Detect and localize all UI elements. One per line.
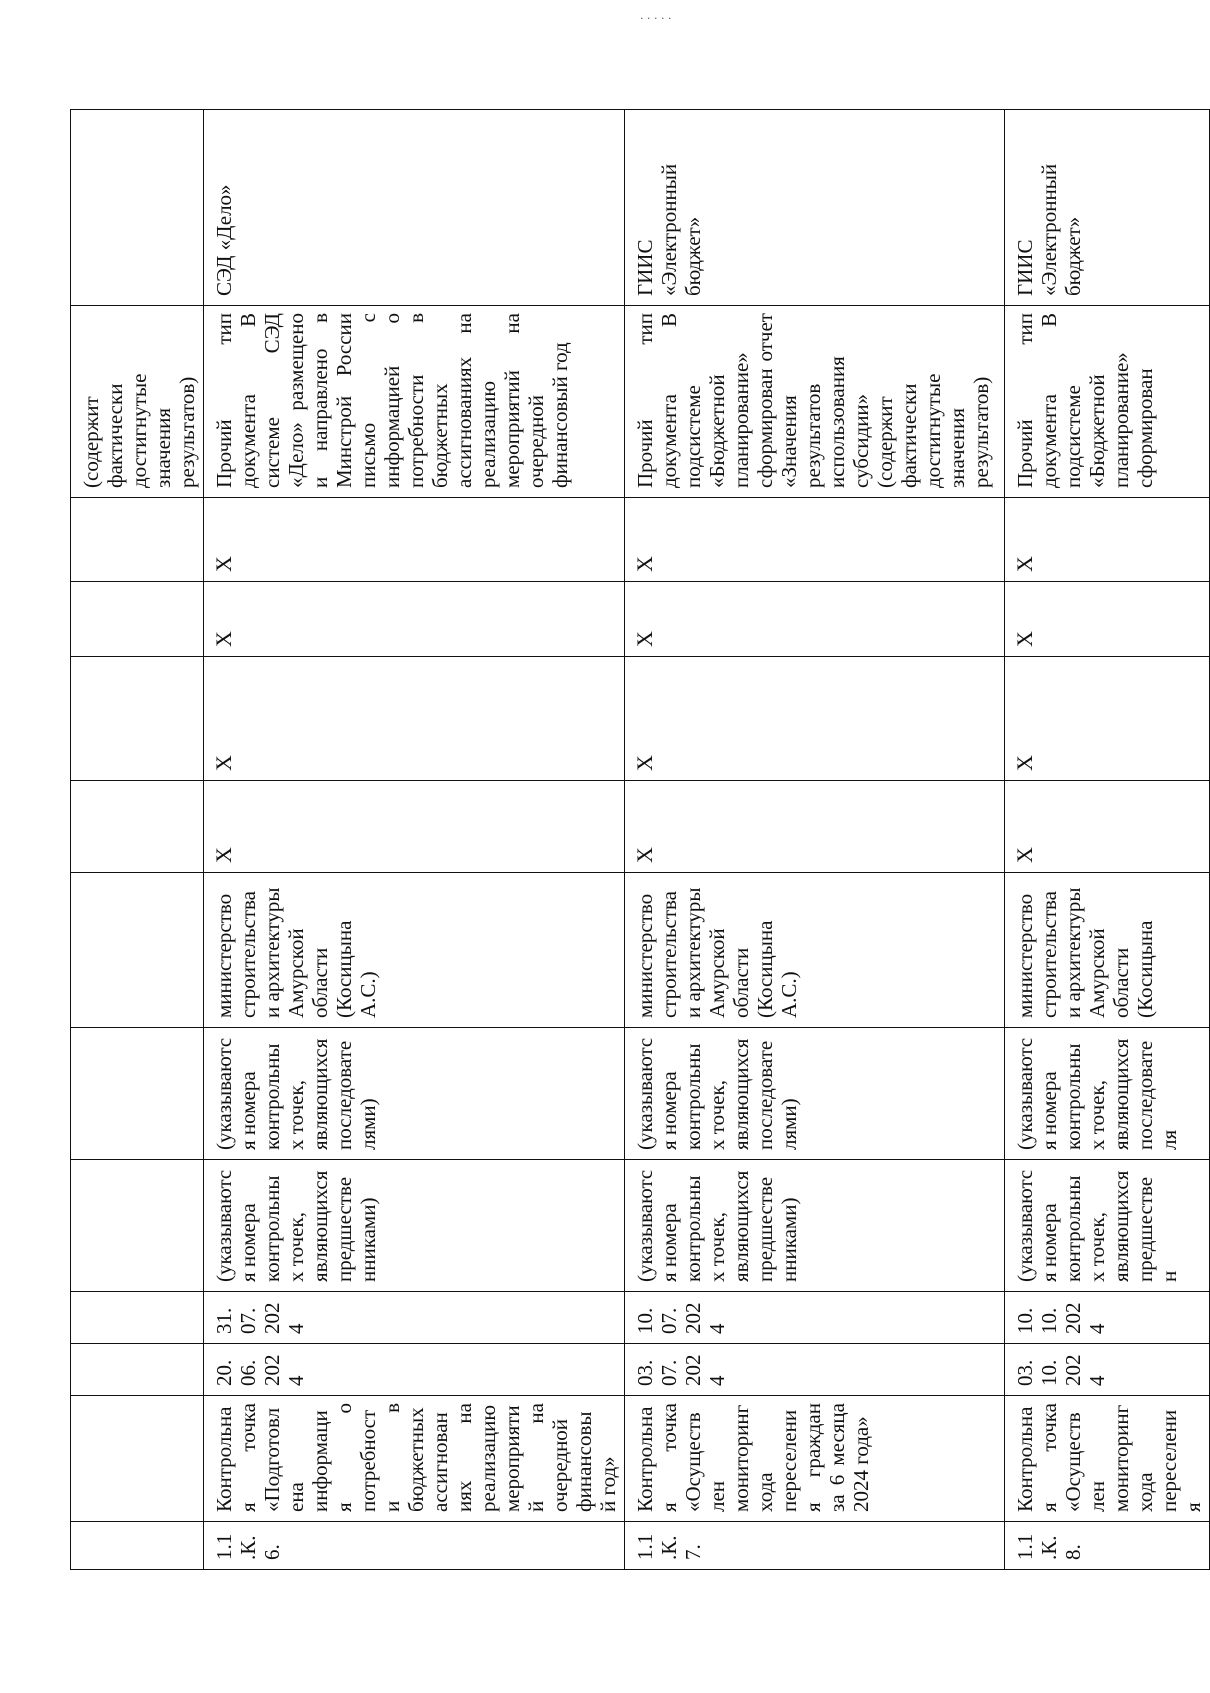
cell-num — [71, 1522, 204, 1570]
cell-num: 1.1.К.8. — [1005, 1522, 1210, 1570]
cell-end: 31.07.2024 — [204, 1292, 625, 1344]
cell-start: 03.10.2024 — [1005, 1344, 1210, 1396]
cell-end — [71, 1292, 204, 1344]
cell-mark: X — [625, 781, 1005, 873]
cell-system: ГИИС «Электронный бюджет» — [625, 110, 1005, 306]
cell-mark — [71, 657, 204, 781]
cell-num: 1.1.К.6. — [204, 1522, 625, 1570]
cell-mark — [71, 498, 204, 582]
cell-system: ГИИС «Электронный бюджет» — [1005, 110, 1210, 306]
cell-system — [71, 110, 204, 306]
rotated-document-page — [70, 110, 1205, 1570]
cell-name: Контрольная точка «Осуществлен мониторинг хода переселения граждан за 6 месяца 2024 года» — [625, 1396, 1005, 1522]
cell-doc: Прочий тип документа В подсистеме «Бюджетной планирование» сформирован отчет «Значения результатов использования субсидии» (содержит фактически достигнутые значения результатов) — [625, 306, 1005, 498]
cell-predecessors: (указываются номера контрольных точек, являющихся предшествен — [1005, 1160, 1210, 1292]
table-row — [71, 110, 204, 1570]
cell-name — [71, 1396, 204, 1522]
cell-name: Контрольная точка «Осуществлен мониторинг хода переселения — [1005, 1396, 1210, 1522]
table-row — [625, 110, 1005, 1570]
cell-successors: (указываются номера контрольных точек, являющихся последователя — [1005, 1028, 1210, 1160]
cell-doc: Прочий тип документа В системе СЭД «Дело» размещено и направлено в Минстрой России письмо с информацией о потребности в бюджетных ассигнованиях на реализацию мероприятий на очередной финансовый год — [204, 306, 625, 498]
cell-doc: Прочий тип документа В подсистеме «Бюджетной планирование» сформирован — [1005, 306, 1210, 498]
cell-mark: X — [625, 498, 1005, 582]
cell-start: 20.06.2024 — [204, 1344, 625, 1396]
cell-mark: X — [204, 498, 625, 582]
cell-end: 10.07.2024 — [625, 1292, 1005, 1344]
cell-responsible: министерство строительства и архитектуры Амурской области (Косицына А.С.) — [625, 873, 1005, 1028]
cell-responsible: министерство строительства и архитектуры Амурской области (Косицына А.С.) — [204, 873, 625, 1028]
cell-mark: X — [1005, 781, 1210, 873]
scan-artifact: · · · · · — [640, 12, 672, 25]
cell-mark — [71, 582, 204, 657]
cell-responsible: министерство строительства и архитектуры Амурской области (Косицына — [1005, 873, 1210, 1028]
cell-num: 1.1.К.7. — [625, 1522, 1005, 1570]
cell-responsible — [71, 873, 204, 1028]
cell-successors: (указываются номера контрольных точек, являющихся последователями) — [625, 1028, 1005, 1160]
cell-mark — [71, 781, 204, 873]
cell-predecessors — [71, 1160, 204, 1292]
cell-mark: X — [1005, 498, 1210, 582]
cell-mark: X — [625, 582, 1005, 657]
cell-mark: X — [204, 781, 625, 873]
cell-predecessors: (указываются номера контрольных точек, являющихся предшественниками) — [625, 1160, 1005, 1292]
cell-mark: X — [1005, 582, 1210, 657]
cell-mark: X — [1005, 657, 1210, 781]
cell-start: 03.07.2024 — [625, 1344, 1005, 1396]
cell-name: Контрольная точка «Подготовлена информация о потребности в бюджетных ассигнованиях на реализацию мероприятий на очередной финансовый год» — [204, 1396, 625, 1522]
cell-mark: X — [625, 657, 1005, 781]
cell-start — [71, 1344, 204, 1396]
table-row — [1005, 110, 1210, 1570]
table-row — [204, 110, 625, 1570]
cell-successors — [71, 1028, 204, 1160]
cell-mark: X — [204, 582, 625, 657]
cell-predecessors: (указываются номера контрольных точек, являющихся предшественниками) — [204, 1160, 625, 1292]
cell-system: СЭД «Дело» — [204, 110, 625, 306]
cell-successors: (указываются номера контрольных точек, являющихся последователями) — [204, 1028, 625, 1160]
cell-mark: X — [204, 657, 625, 781]
cell-end: 10.10.2024 — [1005, 1292, 1210, 1344]
control-points-table — [70, 109, 1210, 1570]
cell-doc: (содержит фактически достигнутые значения результатов) — [71, 306, 204, 498]
